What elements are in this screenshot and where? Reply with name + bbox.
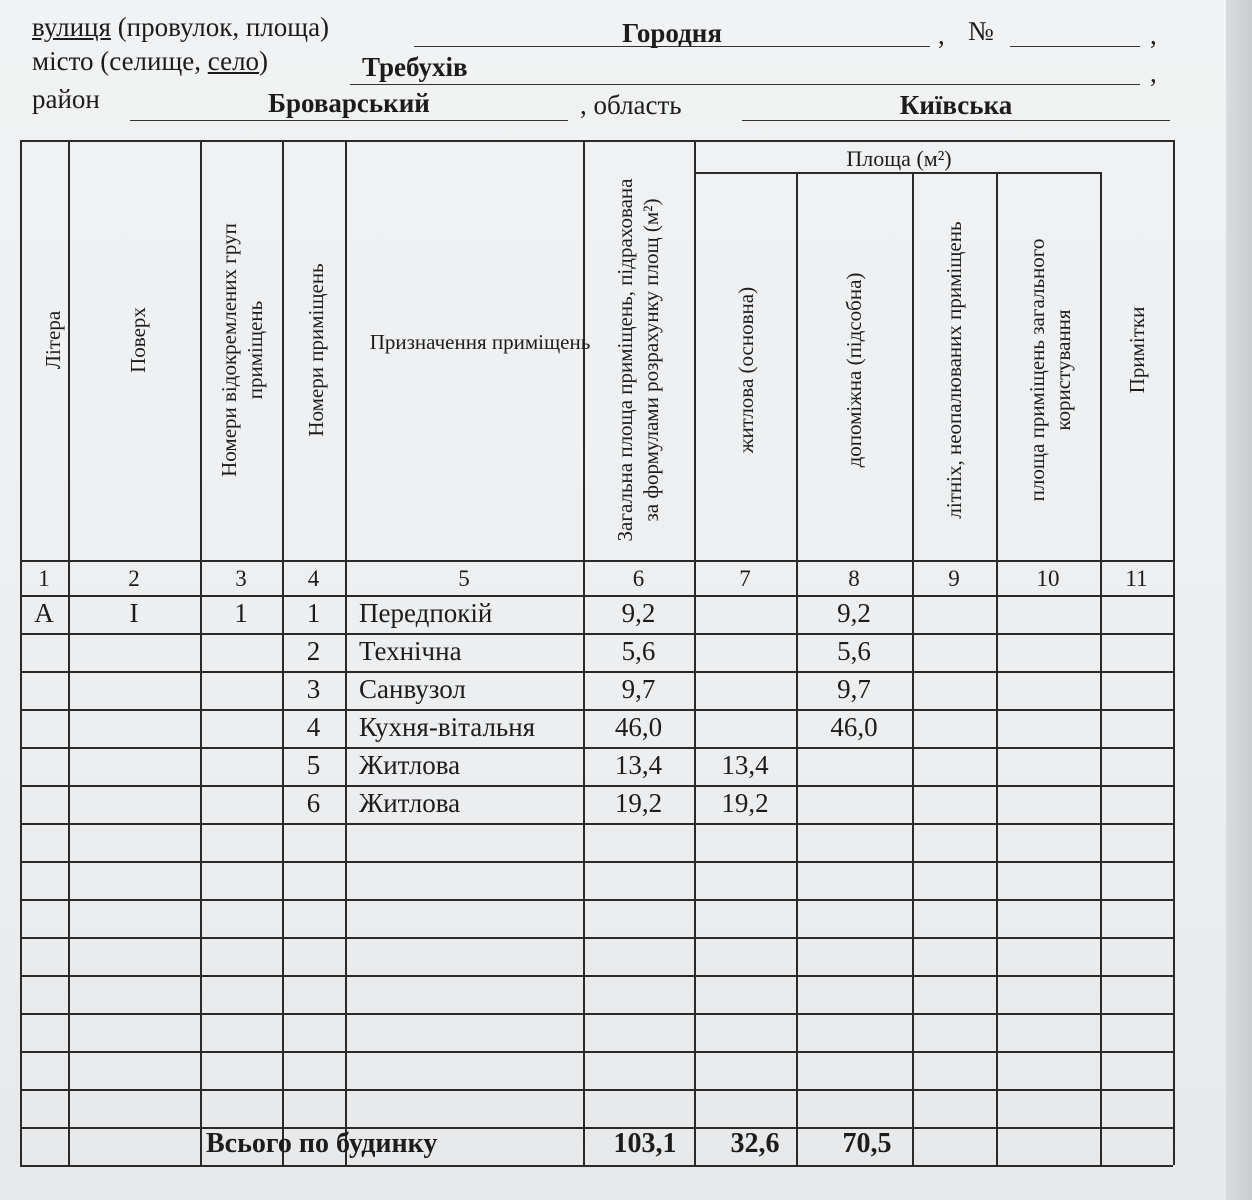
street-label-rest: (провулок, площа) [110, 12, 330, 42]
column-border [694, 140, 696, 1165]
row-border [20, 823, 1173, 825]
column-number: 6 [632, 566, 645, 591]
cell-living-area: 13,4 [721, 750, 769, 780]
total-area: 103,1 [613, 1128, 677, 1159]
row-border [20, 1051, 1173, 1053]
cell-litera: А [34, 598, 54, 628]
city-label [32, 46, 268, 77]
column-border [1173, 140, 1175, 1165]
cell-purpose: Житлова [359, 788, 461, 818]
city-label-underlined: село [207, 46, 260, 76]
district-underline [130, 120, 568, 121]
region-value: Київська [899, 90, 1013, 120]
header-purpose: Призначення приміщень [369, 330, 591, 354]
header-auxiliary: допоміжна (підсобна) [842, 272, 866, 468]
street-label-underlined: вулиця [32, 12, 111, 42]
header-total-area: Загальна площа приміщень, підрахована за формулами розрахунку площ (м²) [613, 178, 663, 542]
column-number: 1 [38, 566, 50, 591]
comma: , [1150, 58, 1157, 88]
column-border [345, 140, 347, 1165]
header-litera: Літера [41, 310, 65, 370]
column-border [996, 172, 998, 1165]
column-border [912, 172, 914, 1165]
column-border [20, 140, 22, 1165]
header-notes: Примітки [1125, 306, 1149, 394]
column-border [1100, 172, 1102, 1165]
row-border [20, 1089, 1173, 1091]
column-number: 5 [458, 566, 470, 591]
column-number: 7 [739, 566, 751, 591]
cell-total-area: 5,6 [621, 636, 656, 666]
row-border [20, 633, 1173, 635]
row-border [694, 172, 1100, 174]
column-border [200, 140, 202, 1165]
row-border [20, 1165, 1173, 1167]
cell-room-number: 4 [306, 712, 321, 742]
cell-room-number: 2 [306, 636, 321, 666]
row-border [20, 899, 1173, 901]
total-label: Всього по будинку [206, 1128, 438, 1159]
column-number: 8 [848, 566, 860, 591]
row-border [20, 937, 1173, 939]
header-group-numbers: Номери відокремлених груп приміщень [217, 223, 267, 477]
city-label-pre: місто (селище, [32, 46, 208, 76]
comma: , [1150, 20, 1157, 50]
cell-total-area: 9,7 [621, 674, 656, 704]
cell-purpose: Кухня-вітальня [359, 712, 536, 742]
column-number: 2 [128, 566, 140, 591]
cell-room-number: 3 [306, 674, 321, 704]
total-living: 32,6 [730, 1128, 780, 1159]
district-label: район [32, 84, 100, 114]
column-number: 10 [1036, 566, 1060, 591]
street-label [32, 12, 329, 43]
column-number: 4 [307, 566, 320, 591]
cell-auxiliary-area: 46,0 [830, 712, 878, 742]
cell-room-number: 1 [306, 598, 321, 628]
row-border [20, 785, 1173, 787]
row-border [20, 861, 1173, 863]
header-floor: Поверх [126, 307, 150, 373]
cell-living-area: 19,2 [721, 788, 769, 818]
comma: , [938, 20, 945, 50]
row-border [20, 709, 1173, 711]
header-room-numbers: Номери приміщень [304, 263, 328, 437]
row-border [20, 140, 1173, 142]
header-summer: літніх, неопалюваних приміщень [942, 221, 966, 519]
cell-room-number: 6 [306, 788, 321, 818]
row-border [20, 975, 1173, 977]
cell-purpose: Технічна [359, 636, 462, 666]
cell-total-area: 46,0 [614, 712, 663, 742]
area-group-header: Площа (м²) [846, 146, 952, 171]
rooms-table [20, 140, 1195, 1170]
cell-room-number: 5 [306, 750, 321, 780]
cell-total-area: 19,2 [614, 788, 663, 818]
row-border [20, 595, 1173, 597]
city-label-post: ) [259, 46, 269, 76]
column-number: 11 [1125, 566, 1148, 591]
number-underline [1010, 46, 1140, 47]
cell-floor: І [129, 598, 139, 628]
cell-auxiliary-area: 9,7 [837, 674, 871, 704]
column-border [796, 172, 798, 1165]
cell-purpose: Передпокій [359, 598, 493, 628]
street-value: Городня [622, 18, 722, 48]
cell-auxiliary-area: 5,6 [837, 636, 871, 666]
cell-group: 1 [234, 598, 248, 628]
row-border [20, 747, 1173, 749]
column-number: 9 [948, 566, 960, 591]
header-living: житлова (основна) [734, 286, 758, 454]
cell-purpose: Санвузол [359, 674, 466, 704]
number-label: № [968, 16, 994, 46]
city-value: Требухів [362, 52, 468, 82]
region-label: , область [580, 90, 682, 120]
page-edge [1226, 0, 1252, 1200]
row-border [20, 560, 1173, 562]
column-number: 3 [235, 566, 247, 591]
district-value: Броварський [268, 88, 430, 118]
cell-total-area: 9,2 [621, 598, 656, 628]
row-border [20, 671, 1173, 673]
total-auxiliary: 70,5 [842, 1128, 892, 1159]
cell-total-area: 13,4 [614, 750, 663, 780]
column-border [68, 140, 70, 1165]
row-border [20, 1013, 1173, 1015]
city-underline [350, 84, 1140, 85]
cell-auxiliary-area: 9,2 [837, 598, 871, 628]
header-common-use: площа приміщень загального користування [1025, 238, 1075, 502]
cell-purpose: Житлова [359, 750, 461, 780]
